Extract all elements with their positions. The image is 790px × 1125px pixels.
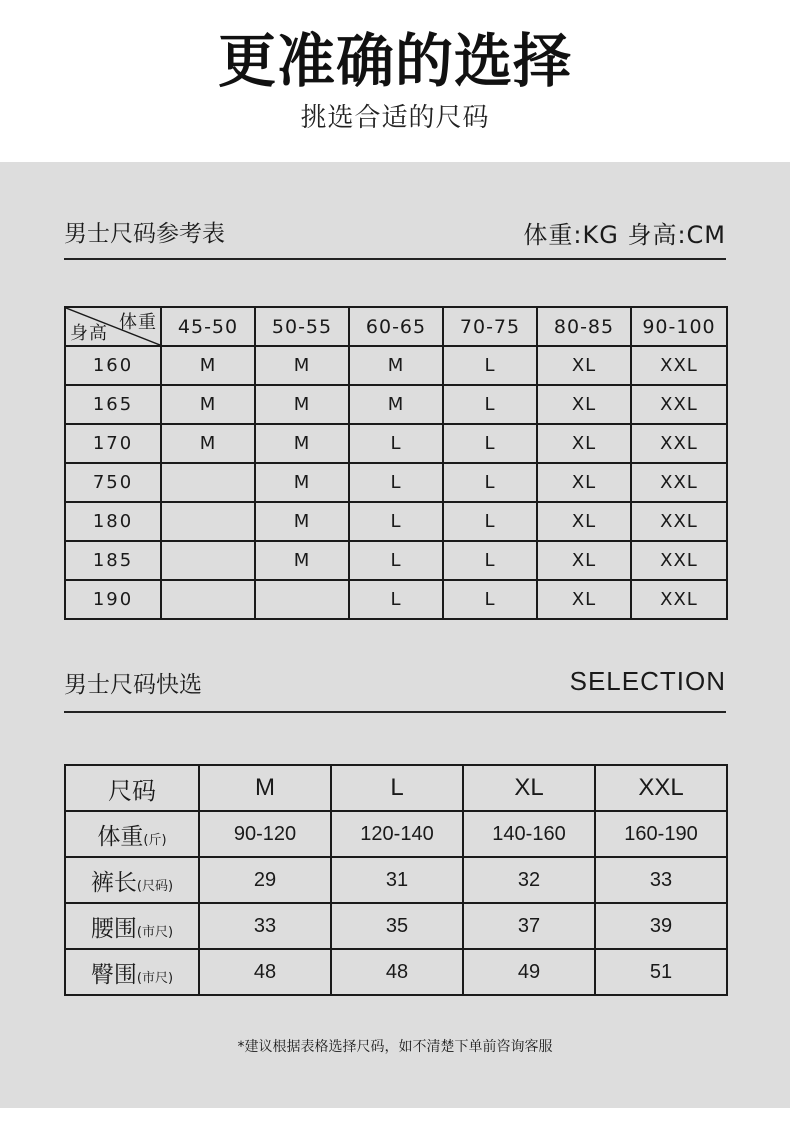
row-label-text: 臀围 bbox=[90, 961, 137, 988]
section-divider bbox=[64, 711, 726, 713]
table-header-row bbox=[65, 307, 727, 346]
value-cell: 32 bbox=[463, 857, 595, 903]
size-cell bbox=[255, 580, 349, 619]
table-row bbox=[65, 903, 727, 949]
value-cell: 39 bbox=[595, 903, 727, 949]
row-label bbox=[65, 903, 199, 949]
size-cell: L bbox=[443, 541, 537, 580]
size-cell: XXL bbox=[631, 385, 727, 424]
value-cell: 49 bbox=[463, 949, 595, 995]
value-cell: 120-140 bbox=[331, 811, 463, 857]
value-cell: 48 bbox=[199, 949, 331, 995]
row-height-label: 160 bbox=[65, 346, 161, 385]
row-label-text: 裤长 bbox=[90, 869, 137, 896]
size-cell: L bbox=[349, 463, 443, 502]
size-cell: L bbox=[443, 580, 537, 619]
size-cell: M bbox=[161, 385, 255, 424]
column-header: 45-50 bbox=[161, 307, 255, 346]
value-cell: 35 bbox=[331, 903, 463, 949]
quick-select-table bbox=[64, 764, 728, 996]
corner-cell bbox=[65, 307, 161, 346]
value-cell: 51 bbox=[595, 949, 727, 995]
table-row bbox=[65, 385, 727, 424]
column-header: 90-100 bbox=[631, 307, 727, 346]
size-cell: XL bbox=[537, 346, 631, 385]
size-cell: XXL bbox=[631, 502, 727, 541]
table-row bbox=[65, 811, 727, 857]
size-cell: M bbox=[349, 385, 443, 424]
size-cell: M bbox=[255, 424, 349, 463]
row-label-text: 腰围 bbox=[90, 915, 137, 942]
column-header: 70-75 bbox=[443, 307, 537, 346]
advice-note: *建议根据表格选择尺码，如不清楚下单前咨询客服 bbox=[237, 1039, 553, 1055]
size-cell: XXL bbox=[631, 541, 727, 580]
row-label-unit: (市尺) bbox=[136, 924, 174, 940]
column-header: 50-55 bbox=[255, 307, 349, 346]
table-row bbox=[65, 857, 727, 903]
row-height-label: 750 bbox=[65, 463, 161, 502]
size-cell: L bbox=[443, 463, 537, 502]
value-cell: 140-160 bbox=[463, 811, 595, 857]
value-cell: 29 bbox=[199, 857, 331, 903]
row-label bbox=[65, 811, 199, 857]
size-cell: XXL bbox=[631, 580, 727, 619]
value-cell: 31 bbox=[331, 857, 463, 903]
value-cell: 37 bbox=[463, 903, 595, 949]
row-height-label: 180 bbox=[65, 502, 161, 541]
size-cell bbox=[161, 580, 255, 619]
size-cell: XL bbox=[537, 424, 631, 463]
size-cell: M bbox=[349, 346, 443, 385]
row-label bbox=[65, 949, 199, 995]
size-cell: M bbox=[161, 346, 255, 385]
size-cell: M bbox=[255, 502, 349, 541]
size-column-header: M bbox=[199, 765, 331, 811]
size-cell: M bbox=[161, 424, 255, 463]
size-reference-title: 男士尺码参考表 bbox=[64, 221, 225, 247]
size-cell: XXL bbox=[631, 346, 727, 385]
row-label-unit: (斤) bbox=[143, 832, 167, 848]
table-row bbox=[65, 502, 727, 541]
table-row bbox=[65, 580, 727, 619]
size-cell: XXL bbox=[631, 463, 727, 502]
column-header: 80-85 bbox=[537, 307, 631, 346]
size-cell: L bbox=[349, 541, 443, 580]
corner-height-label: 身高 bbox=[70, 323, 108, 344]
row-label-unit: (市尺) bbox=[136, 970, 174, 986]
value-cell: 90-120 bbox=[199, 811, 331, 857]
row-height-label: 185 bbox=[65, 541, 161, 580]
size-cell: L bbox=[443, 502, 537, 541]
size-cell: L bbox=[443, 385, 537, 424]
value-cell: 33 bbox=[595, 857, 727, 903]
size-reference-table bbox=[64, 306, 728, 620]
table-row bbox=[65, 424, 727, 463]
quick-select-title: 男士尺码快选 bbox=[64, 672, 202, 698]
value-cell: 160-190 bbox=[595, 811, 727, 857]
table-row bbox=[65, 949, 727, 995]
row-height-label: 165 bbox=[65, 385, 161, 424]
value-cell: 33 bbox=[199, 903, 331, 949]
header bbox=[0, 0, 790, 162]
size-cell: XL bbox=[537, 463, 631, 502]
size-cell: M bbox=[255, 346, 349, 385]
size-column-header: XL bbox=[463, 765, 595, 811]
size-cell: M bbox=[255, 463, 349, 502]
selection-label: SELECTION bbox=[569, 666, 726, 696]
size-cell: XL bbox=[537, 502, 631, 541]
size-cell bbox=[161, 463, 255, 502]
table-header-row bbox=[65, 765, 727, 811]
row-label-unit: (尺码) bbox=[136, 878, 174, 894]
table-row bbox=[65, 346, 727, 385]
units-label: 体重:KG 身高:CM bbox=[523, 221, 726, 249]
table-row bbox=[65, 541, 727, 580]
size-cell: M bbox=[255, 385, 349, 424]
size-cell: L bbox=[443, 346, 537, 385]
size-cell: L bbox=[443, 424, 537, 463]
size-cell: XL bbox=[537, 541, 631, 580]
footer-strip bbox=[0, 1108, 790, 1125]
section-divider bbox=[64, 258, 726, 260]
row-height-label: 170 bbox=[65, 424, 161, 463]
size-cell bbox=[161, 502, 255, 541]
size-cell: L bbox=[349, 424, 443, 463]
size-cell bbox=[161, 541, 255, 580]
size-cell: M bbox=[255, 541, 349, 580]
size-header-label: 尺码 bbox=[65, 765, 199, 811]
row-label bbox=[65, 857, 199, 903]
size-cell: L bbox=[349, 502, 443, 541]
table-row bbox=[65, 463, 727, 502]
size-column-header: XXL bbox=[595, 765, 727, 811]
size-cell: L bbox=[349, 580, 443, 619]
value-cell: 48 bbox=[331, 949, 463, 995]
size-cell: XL bbox=[537, 385, 631, 424]
row-height-label: 190 bbox=[65, 580, 161, 619]
row-label-text: 体重 bbox=[97, 823, 144, 850]
column-header: 60-65 bbox=[349, 307, 443, 346]
page-subtitle: 挑选合适的尺码 bbox=[300, 103, 490, 133]
corner-weight-label: 体重 bbox=[119, 312, 157, 333]
page-title: 更准确的选择 bbox=[217, 27, 572, 95]
size-column-header: L bbox=[331, 765, 463, 811]
size-cell: XL bbox=[537, 580, 631, 619]
size-cell: XXL bbox=[631, 424, 727, 463]
